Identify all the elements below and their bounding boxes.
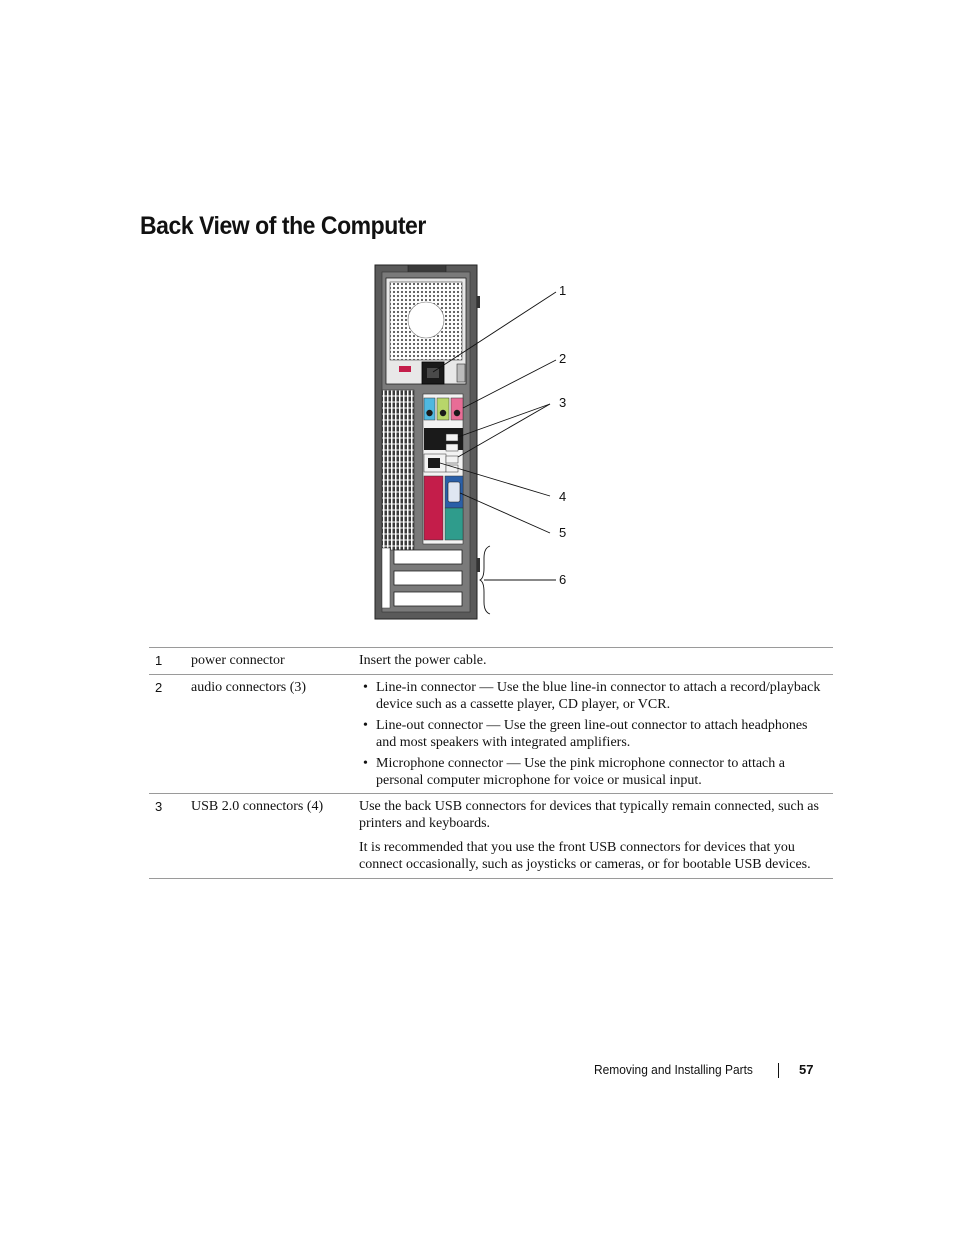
computer-back-view-figure — [360, 258, 600, 628]
line-in-jack — [424, 398, 435, 420]
usb-port — [446, 434, 458, 441]
footer-divider — [778, 1063, 779, 1078]
bullet-list — [359, 679, 827, 789]
item-description — [353, 794, 833, 879]
page-title: Back View of the Computer — [140, 212, 426, 240]
callout-1: 1 — [559, 283, 567, 298]
item-name: USB 2.0 connectors (4) — [191, 799, 324, 814]
item-description — [353, 648, 833, 675]
network-jack — [428, 458, 440, 468]
item-name: audio connectors (3) — [191, 680, 307, 695]
item-description — [353, 675, 833, 794]
item-number: 1 — [155, 653, 163, 668]
expansion-slots — [382, 548, 462, 608]
power-supply — [386, 278, 466, 384]
description-paragraph: It is recommended that you use the front USB connectors for devices that you connect occasionally, such as joysticks or cameras, or for bootable USB devices. — [359, 840, 811, 872]
page-number: 57 — [799, 1062, 814, 1077]
item-name: power connector — [191, 653, 285, 668]
vga-connector — [448, 482, 460, 502]
footer-section-title: Removing and Installing Parts — [594, 1062, 753, 1077]
callout-4: 4 — [559, 489, 567, 504]
item-number: 3 — [155, 799, 163, 814]
description-paragraph: Use the back USB connectors for devices that typically remain connected, such as printers and keyboards. — [359, 799, 819, 831]
usb-port — [446, 444, 458, 451]
usb-port — [446, 456, 458, 463]
item-number: 2 — [155, 680, 163, 695]
callout-5: 5 — [559, 525, 567, 540]
teal-panel — [445, 508, 463, 540]
voltage-switch — [399, 366, 411, 372]
table-row — [149, 648, 833, 675]
description-paragraph: Insert the power cable. — [359, 653, 487, 668]
connector-table — [149, 647, 833, 879]
bullet-item: • Line-in connector — Use the blue line-in connector to attach a record/playback device such as a cassette player, CD player, or VCR. — [359, 679, 827, 713]
computer-back-illustration — [360, 258, 600, 628]
callout-3: 3 — [559, 395, 567, 410]
bullet-item: • Microphone connector — Use the pink microphone connector to attach a personal computer microphone for voice or musical input. — [359, 755, 827, 789]
serial-panel — [424, 476, 443, 540]
usb-port — [446, 465, 458, 472]
callout-2: 2 — [559, 351, 567, 366]
table-row — [149, 794, 833, 879]
page-footer — [594, 1062, 834, 1080]
microphone-jack — [451, 398, 463, 420]
callout-6: 6 — [559, 572, 567, 587]
table-row — [149, 675, 833, 794]
bullet-item: • Line-out connector — Use the green line-out connector to attach headphones and most speakers with integrated amplifiers. — [359, 717, 827, 751]
line-out-jack — [437, 398, 449, 420]
